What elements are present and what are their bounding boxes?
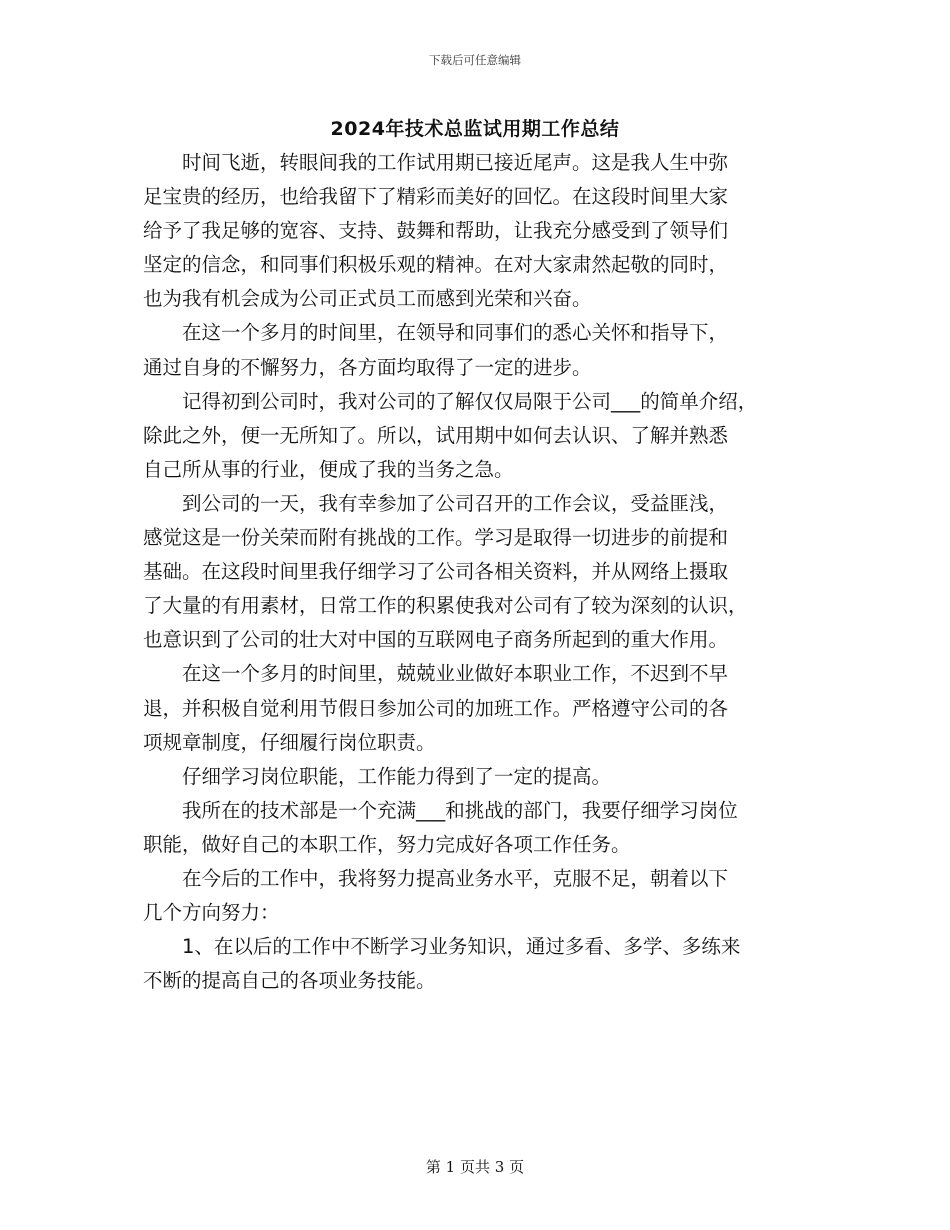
paragraph-line: 除此之外，便一无所知了。所以，试用期中如何去认识、了解并熟悉 (143, 423, 729, 447)
paragraph (143, 862, 823, 930)
paragraph-line: 时间飞逝，转眼间我的工作试用期已接近尾声。这是我人生中弥 (182, 151, 729, 174)
paragraph-line: 在这一个多月的时间里，兢兢业业做好本职业工作，不迟到不早 (182, 662, 729, 686)
paragraph-line: 足宝贵的经历，也给我留下了精彩而美好的回忆。在这段时间里大家 (143, 185, 729, 209)
paragraph-line: 自己所从事的行业，便成了我的当务之急。 (143, 457, 514, 481)
paragraph-line: 感觉这是一份关荣而附有挑战的工作。学习是取得一切进步的前提和 (143, 526, 729, 550)
document-title: 2024年技术总监试用期工作总结 (330, 118, 620, 140)
paragraph (143, 487, 823, 657)
paragraph-line: 仔细学习岗位职能，工作能力得到了一定的提高。 (182, 764, 612, 788)
paragraph (143, 760, 823, 794)
paragraph-line: 1、在以后的工作中不断学习业务知识，通过多看、多学、多练来 (182, 935, 741, 959)
paragraph-line: 职能，做好自己的本职工作，努力完成好各项工作任务。 (143, 832, 631, 856)
paragraph (143, 657, 823, 759)
document-body (143, 146, 823, 998)
paragraph-line: 通过自身的不懈努力，各方面均取得了一定的进步。 (143, 355, 592, 379)
paragraph-line: 也意识到了公司的壮大对中国的互联网电子商务所起到的重大作用。 (143, 628, 729, 652)
paragraph-line: 基础。在这段时间里我仔细学习了公司各相关资料，并从网络上摄取 (143, 560, 729, 584)
paragraph-line: 也为我有机会成为公司正式员工而感到光荣和兴奋。 (143, 287, 592, 311)
paragraph-line: 给予了我足够的宽容、支持、鼓舞和帮助，让我充分感受到了领导们 (143, 219, 729, 243)
paragraph (143, 930, 823, 998)
paragraph (143, 146, 823, 316)
paragraph-line: 到公司的一天，我有幸参加了公司召开的工作会议，受益匪浅， (182, 491, 729, 515)
paragraph-line: 我所在的技术部是一个充满___和挑战的部门，我要仔细学习岗位 (182, 798, 738, 822)
paragraph (143, 794, 823, 862)
paragraph-line: 几个方向努力： (143, 901, 280, 925)
paragraph-line: 坚定的信念，和同事们积极乐观的精神。在对大家肃然起敬的同时， (143, 253, 729, 277)
paragraph-line: 记得初到公司时，我对公司的了解仅仅局限于公司___的简单介绍， (182, 389, 758, 413)
paragraph-line: 不断的提高自己的各项业务技能。 (143, 969, 436, 993)
paragraph-line: 项规章制度，仔细履行岗位职责。 (143, 730, 436, 754)
page-footer: 第 1 页共 3 页 (425, 1158, 525, 1176)
paragraph-line: 在今后的工作中，我将努力提高业务水平，克服不足，朝着以下 (182, 866, 729, 890)
paragraph (143, 316, 823, 384)
paragraph-line: 在这一个多月的时间里，在领导和同事们的悉心关怀和指导下， (182, 321, 729, 345)
page-header: 下载后可任意编辑 (429, 53, 521, 67)
paragraph (143, 385, 823, 487)
paragraph-line: 退，并积极自觉利用节假日参加公司的加班工作。严格遵守公司的各 (143, 696, 729, 720)
paragraph-line: 了大量的有用素材，日常工作的积累使我对公司有了较为深刻的认识， (143, 594, 748, 618)
